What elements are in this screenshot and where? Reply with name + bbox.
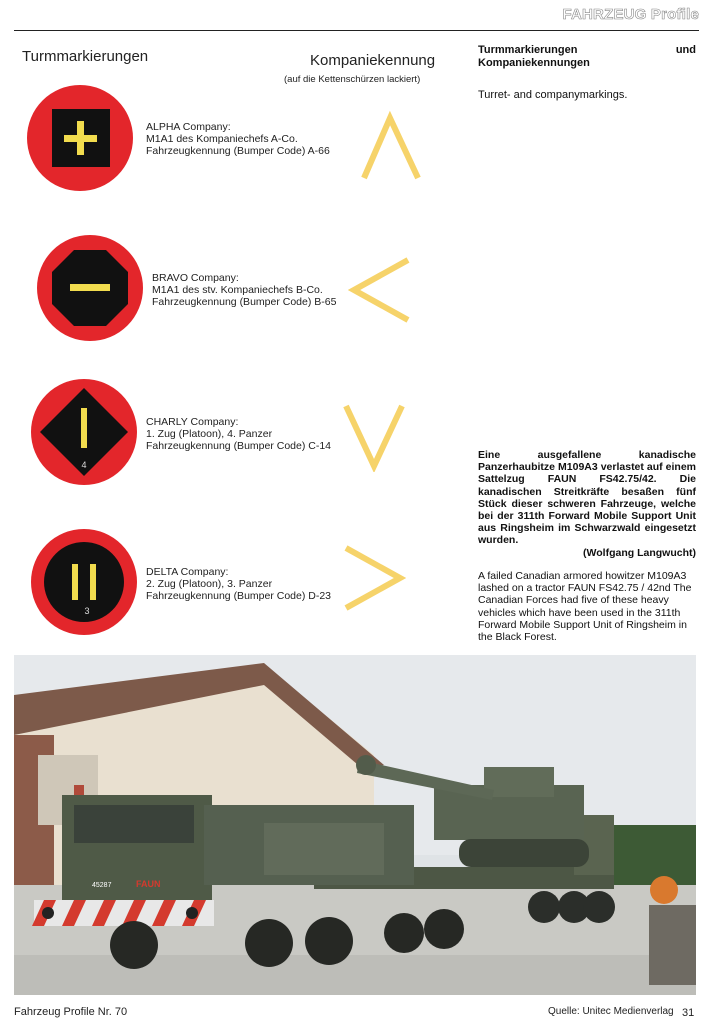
header-divider [14, 30, 699, 31]
magazine-issue: Fahrzeug Profile Nr. 70 [14, 1006, 128, 1018]
turret-markings-title: Turmmarkierungen [22, 48, 149, 65]
alpha-turret-badge [26, 84, 134, 192]
alpha-chevron-up-icon [360, 110, 424, 182]
photo-caption-german-text: Eine ausgefallene kanadische Panzerhaubitze M109A3 verlastet auf einem Sattelzug FAUN FS42.75/42. Die kanadischen Streitkräfte besaßen fünf Stück dieser schweren Fahrzeuge, welche bei der 311th Forward Mobile Support Unit aus Ringsheim im Schwarzwald eingesetzt wurden. [478, 449, 696, 547]
charly-company-label: CHARLY Company: [146, 416, 239, 428]
delta-company-label: DELTA Company: [146, 566, 229, 578]
alpha-company-bumper-code: Fahrzeugkennung (Bumper Code) A-66 [146, 145, 330, 157]
bravo-company-vehicle: M1A1 des stv. Kompaniechefs B-Co. [152, 284, 323, 296]
alpha-company-text [146, 121, 330, 157]
delta-chevron-right-icon [342, 542, 406, 614]
right-column-title: Turmmarkierungen und Kompaniekennungen [478, 44, 696, 69]
bravo-company-bumper-code: Fahrzeugkennung (Bumper Code) B-65 [152, 296, 337, 308]
delta-company-platoon: 2. Zug (Platoon), 3. Panzer [146, 578, 273, 590]
tractor-number-plate: 45287 [92, 882, 112, 889]
faun-transporter-photo [14, 655, 696, 995]
charly-company-text [146, 416, 331, 452]
charly-chevron-down-icon [342, 400, 406, 472]
magazine-title: FAHRZEUG Profile [562, 6, 699, 23]
charly-turret-badge [30, 378, 138, 486]
page-number: 31 [682, 1007, 695, 1019]
delta-turret-badge [30, 528, 138, 636]
alpha-company-label: ALPHA Company: [146, 121, 231, 133]
charly-badge-number: 4 [81, 460, 87, 470]
page-header [0, 0, 715, 30]
company-markings-note: (auf die Kettenschürzen lackiert) [284, 74, 421, 85]
photo-caption-english: A failed Canadian armored howitzer M109A3 lashed on a tractor FAUN FS42.75 / 42nd The Canadian Forces had five of these heavy vehicles which have been used in the 311th Forward Mobile Support Unit of Ringsheim in the Black Forest. [478, 570, 692, 644]
charly-company-platoon: 1. Zug (Platoon), 4. Panzer [146, 428, 273, 440]
photo-credit: (Wolfgang Langwucht) [583, 546, 696, 559]
alpha-company-vehicle: M1A1 des Kompaniechefs A-Co. [146, 133, 298, 145]
bravo-turret-badge [36, 234, 144, 342]
image-source: Quelle: Unitec Medienverlag [548, 1006, 674, 1017]
faun-cab-logo: FAUN [136, 879, 161, 889]
bravo-chevron-left-icon [348, 254, 412, 326]
photo-caption-german [478, 449, 696, 559]
right-column-subtitle: Turret- and companymarkings. [478, 89, 628, 101]
bravo-company-label: BRAVO Company: [152, 272, 239, 284]
charly-company-bumper-code: Fahrzeugkennung (Bumper Code) C-14 [146, 440, 332, 452]
delta-company-bumper-code: Fahrzeugkennung (Bumper Code) D-23 [146, 590, 332, 602]
company-markings-title: Kompaniekennung [310, 52, 436, 69]
delta-badge-number: 3 [84, 606, 90, 616]
delta-company-text [146, 566, 331, 602]
bravo-company-text [152, 272, 336, 308]
